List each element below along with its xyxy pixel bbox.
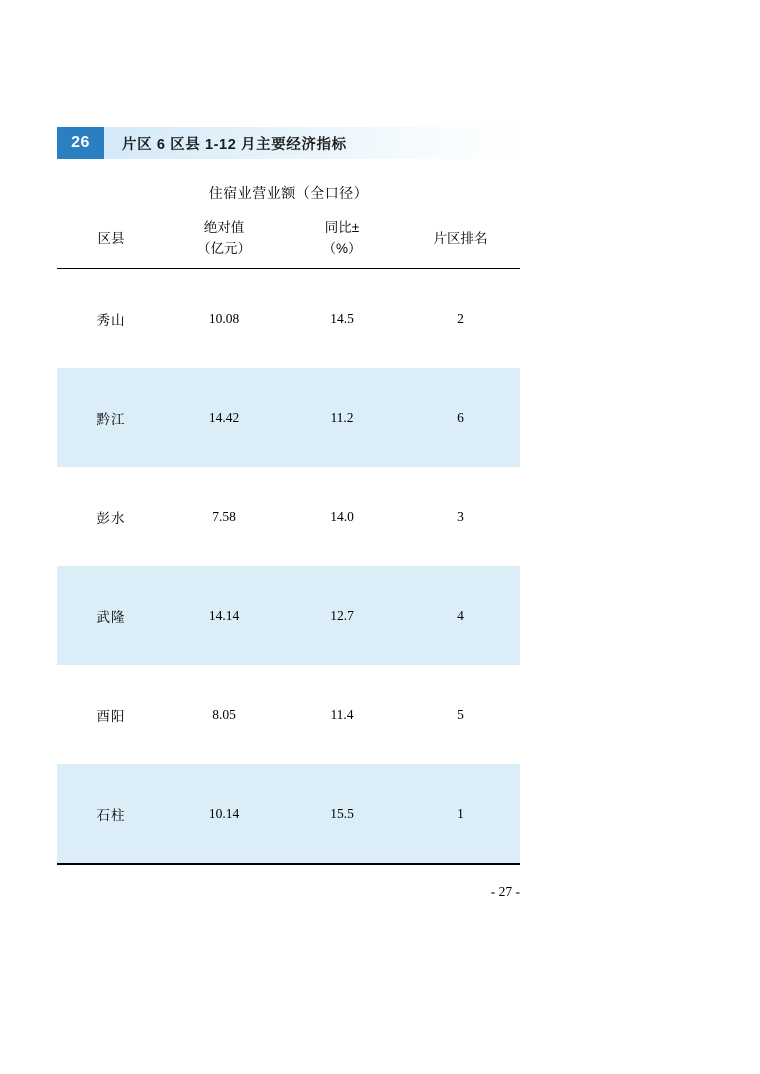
cell-rank: 5: [457, 706, 464, 722]
cell-yoy: 12.7: [283, 566, 401, 665]
table-row: [57, 368, 520, 467]
section-banner: [57, 127, 520, 159]
cell-county: 石柱: [57, 764, 165, 864]
cell-county: 黔江: [57, 368, 165, 467]
cell-absolute: 14.14: [165, 566, 283, 665]
table-header: [57, 210, 520, 269]
table-row: [57, 467, 520, 566]
table-row: [57, 764, 520, 864]
cell-rank: 4: [401, 566, 520, 665]
cell-absolute: 7.58: [212, 508, 236, 524]
cell-yoy: 11.4: [330, 706, 354, 722]
table-row: [57, 566, 520, 665]
table-row: [57, 269, 520, 369]
column-header-yoy-line1: 同比±: [324, 220, 360, 236]
column-header-yoy-line2: （%）: [322, 241, 362, 256]
column-header-county-label: 区县: [97, 230, 125, 246]
column-header-rank: [401, 210, 520, 269]
column-header-rank-label: 片区排名: [433, 230, 488, 246]
section-number: 26: [57, 127, 104, 159]
table-row: [57, 665, 520, 764]
cell-absolute: 10.08: [208, 310, 240, 326]
cell-absolute: 10.14: [165, 764, 283, 864]
economic-indicators-table: [57, 210, 520, 865]
cell-county: 武隆: [57, 566, 165, 665]
column-header-county: [57, 210, 165, 269]
cell-rank: 6: [401, 368, 520, 467]
cell-yoy: 14.5: [330, 310, 354, 326]
cell-yoy: 11.2: [283, 368, 401, 467]
column-header-absolute-line2: （亿元）: [197, 241, 251, 256]
cell-yoy: 14.0: [330, 508, 354, 524]
page-number: - 27 -: [490, 884, 520, 899]
cell-county: 酉阳: [96, 708, 126, 724]
table-caption: 住宿业营业额（全口径）: [208, 185, 369, 201]
cell-rank: 1: [401, 764, 520, 864]
cell-absolute: 8.05: [212, 706, 236, 722]
section-title: 片区 6 区县 1-12 月主要经济指标: [122, 136, 347, 153]
cell-county: 秀山: [96, 312, 126, 328]
cell-county: 彭水: [96, 510, 126, 526]
column-header-absolute-line1: 绝对值: [203, 220, 245, 236]
cell-rank: 2: [457, 310, 464, 326]
cell-absolute: 14.42: [165, 368, 283, 467]
cell-rank: 3: [457, 508, 464, 524]
column-header-yoy: [283, 210, 401, 269]
table-body: [57, 269, 520, 865]
table-header-row: [57, 210, 520, 269]
column-header-absolute: [165, 210, 283, 269]
cell-yoy: 15.5: [283, 764, 401, 864]
